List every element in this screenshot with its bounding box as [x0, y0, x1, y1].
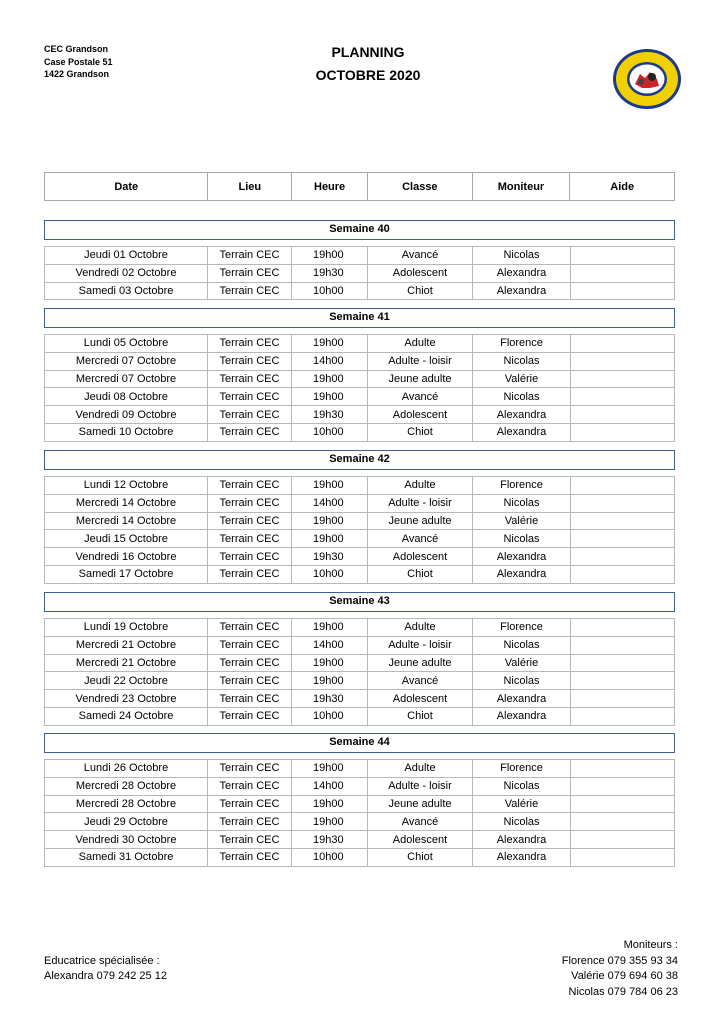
organization-address [44, 43, 113, 81]
cell-lieu: Terrain CEC [208, 265, 292, 282]
cell-date: Mercredi 07 Octobre [44, 371, 208, 388]
cell-time: 19h00 [292, 513, 368, 530]
cell-moniteur: Alexandra [473, 424, 571, 441]
cell-aide [571, 619, 675, 636]
cell-date: Samedi 24 Octobre [44, 708, 208, 725]
cell-time: 10h00 [292, 283, 368, 300]
cell-time: 19h30 [292, 406, 368, 423]
org-city: 1422 Grandson [44, 69, 110, 79]
cell-aide [571, 265, 675, 282]
cell-date: Mercredi 07 Octobre [44, 353, 208, 370]
cell-time: 10h00 [292, 849, 368, 866]
cell-moniteur: Alexandra [473, 849, 571, 866]
cell-moniteur: Nicolas [473, 637, 571, 654]
cell-time: 19h30 [292, 690, 368, 707]
cell-date: Lundi 12 Octobre [44, 477, 208, 494]
cell-aide [571, 530, 675, 547]
cell-classe: Jeune adulte [368, 371, 473, 388]
cell-aide [571, 371, 675, 388]
cell-moniteur: Valérie [473, 796, 571, 813]
table-row [44, 406, 675, 424]
cell-moniteur: Alexandra [473, 708, 571, 725]
table-row [44, 265, 675, 283]
cell-date: Mercredi 14 Octobre [44, 513, 208, 530]
cell-aide [571, 495, 675, 512]
cell-time: 19h00 [292, 388, 368, 405]
header-moniteur: Moniteur [473, 173, 571, 200]
cell-aide [571, 283, 675, 300]
table-row [44, 813, 675, 831]
cell-time: 19h00 [292, 796, 368, 813]
cell-aide [571, 778, 675, 795]
cell-lieu: Terrain CEC [208, 406, 292, 423]
cell-lieu: Terrain CEC [208, 335, 292, 352]
cell-classe: Adolescent [368, 265, 473, 282]
cell-lieu: Terrain CEC [208, 655, 292, 672]
cell-aide [571, 813, 675, 830]
table-header [44, 172, 675, 201]
cell-date: Mercredi 28 Octobre [44, 778, 208, 795]
cell-date: Mercredi 14 Octobre [44, 495, 208, 512]
cell-lieu: Terrain CEC [208, 619, 292, 636]
cell-lieu: Terrain CEC [208, 388, 292, 405]
cell-classe: Chiot [368, 849, 473, 866]
cell-moniteur: Nicolas [473, 813, 571, 830]
cell-lieu: Terrain CEC [208, 371, 292, 388]
header-lieu: Lieu [208, 173, 292, 200]
cell-time: 19h00 [292, 335, 368, 352]
table-row [44, 353, 675, 371]
monitor-phone-valerie: Valérie 079 694 60 38 [571, 970, 678, 982]
cell-aide [571, 849, 675, 866]
cell-time: 19h00 [292, 371, 368, 388]
cell-classe: Jeune adulte [368, 513, 473, 530]
cell-moniteur: Alexandra [473, 406, 571, 423]
cell-time: 19h00 [292, 530, 368, 547]
cell-moniteur: Alexandra [473, 831, 571, 848]
org-name: CEC Grandson [44, 44, 109, 54]
week-40 [44, 220, 675, 300]
cell-date: Jeudi 15 Octobre [44, 530, 208, 547]
cell-date: Samedi 17 Octobre [44, 566, 208, 583]
week-rows [44, 476, 675, 584]
cell-classe: Chiot [368, 566, 473, 583]
cell-time: 19h00 [292, 247, 368, 264]
cell-classe: Adolescent [368, 831, 473, 848]
week-header: Semaine 41 [44, 308, 675, 328]
cell-aide [571, 388, 675, 405]
cell-lieu: Terrain CEC [208, 283, 292, 300]
week-42 [44, 450, 675, 584]
cell-moniteur: Nicolas [473, 247, 571, 264]
cell-aide [571, 637, 675, 654]
cell-moniteur: Nicolas [473, 778, 571, 795]
cell-classe: Chiot [368, 424, 473, 441]
cell-time: 14h00 [292, 637, 368, 654]
cell-moniteur: Alexandra [473, 283, 571, 300]
cell-time: 10h00 [292, 708, 368, 725]
week-rows [44, 334, 675, 442]
cell-date: Jeudi 29 Octobre [44, 813, 208, 830]
cell-classe: Chiot [368, 708, 473, 725]
cell-moniteur: Valérie [473, 655, 571, 672]
table-row [44, 247, 675, 265]
cell-lieu: Terrain CEC [208, 690, 292, 707]
cell-aide [571, 335, 675, 352]
cell-classe: Adolescent [368, 690, 473, 707]
cell-date: Lundi 19 Octobre [44, 619, 208, 636]
cell-time: 19h00 [292, 655, 368, 672]
table-row [44, 778, 675, 796]
cell-classe: Adulte - loisir [368, 637, 473, 654]
cell-aide [571, 760, 675, 777]
cell-moniteur: Alexandra [473, 690, 571, 707]
cell-classe: Adulte - loisir [368, 495, 473, 512]
cell-classe: Chiot [368, 283, 473, 300]
cell-classe: Adulte - loisir [368, 778, 473, 795]
monitor-phone-nicolas: Nicolas 079 784 06 23 [568, 985, 678, 998]
table-row [44, 796, 675, 814]
cell-classe: Adulte [368, 619, 473, 636]
cell-moniteur: Alexandra [473, 548, 571, 565]
cell-time: 19h30 [292, 548, 368, 565]
cell-time: 19h30 [292, 831, 368, 848]
cell-date: Samedi 03 Octobre [44, 283, 208, 300]
cell-date: Vendredi 23 Octobre [44, 690, 208, 707]
cell-date: Lundi 26 Octobre [44, 760, 208, 777]
cell-time: 10h00 [292, 566, 368, 583]
cell-aide [571, 831, 675, 848]
cell-lieu: Terrain CEC [208, 760, 292, 777]
cell-classe: Jeune adulte [368, 655, 473, 672]
week-rows [44, 759, 675, 867]
table-row [44, 672, 675, 690]
week-41 [44, 308, 675, 442]
cell-lieu: Terrain CEC [208, 477, 292, 494]
cell-lieu: Terrain CEC [208, 708, 292, 725]
table-row [44, 619, 675, 637]
cell-date: Mercredi 21 Octobre [44, 637, 208, 654]
header-classe: Classe [368, 173, 473, 200]
cell-date: Vendredi 16 Octobre [44, 548, 208, 565]
cell-moniteur: Valérie [473, 371, 571, 388]
cell-classe: Adolescent [368, 548, 473, 565]
table-row [44, 831, 675, 849]
cell-time: 14h00 [292, 495, 368, 512]
table-row [44, 690, 675, 708]
table-row [44, 566, 675, 584]
cell-aide [571, 566, 675, 583]
cell-time: 19h00 [292, 477, 368, 494]
educator-phone: Alexandra 079 242 25 12 [44, 970, 167, 982]
cell-time: 19h30 [292, 265, 368, 282]
cell-aide [571, 708, 675, 725]
cell-aide [571, 424, 675, 441]
header-date: Date [45, 173, 208, 200]
monitors-contacts [562, 938, 678, 1000]
week-header: Semaine 42 [44, 450, 675, 470]
cell-time: 19h00 [292, 672, 368, 689]
cell-moniteur: Nicolas [473, 530, 571, 547]
cell-aide [571, 247, 675, 264]
cell-classe: Avancé [368, 388, 473, 405]
cell-classe: Adulte - loisir [368, 353, 473, 370]
cell-lieu: Terrain CEC [208, 778, 292, 795]
week-44 [44, 733, 675, 867]
monitor-phone-florence: Florence 079 355 93 34 [561, 954, 678, 967]
cell-lieu: Terrain CEC [208, 672, 292, 689]
cell-classe: Avancé [368, 247, 473, 264]
educator-contact [44, 954, 167, 984]
cell-lieu: Terrain CEC [208, 513, 292, 530]
cell-lieu: Terrain CEC [208, 530, 292, 547]
cell-date: Samedi 31 Octobre [44, 849, 208, 866]
cell-date: Jeudi 01 Octobre [44, 247, 208, 264]
cell-lieu: Terrain CEC [208, 566, 292, 583]
cell-date: Jeudi 08 Octobre [44, 388, 208, 405]
cell-moniteur: Florence [473, 760, 571, 777]
cell-moniteur: Nicolas [473, 495, 571, 512]
table-row [44, 424, 675, 442]
table-row [44, 637, 675, 655]
cell-time: 14h00 [292, 353, 368, 370]
page-title: PLANNING [331, 44, 405, 60]
monitors-label: Moniteurs : [623, 939, 678, 951]
cell-aide [571, 513, 675, 530]
table-row [44, 849, 675, 867]
cell-lieu: Terrain CEC [208, 353, 292, 370]
cell-classe: Avancé [368, 672, 473, 689]
cell-classe: Avancé [368, 813, 473, 830]
table-row [44, 335, 675, 353]
table-row [44, 495, 675, 513]
table-row [44, 530, 675, 548]
cell-lieu: Terrain CEC [208, 637, 292, 654]
cell-moniteur: Alexandra [473, 265, 571, 282]
cell-date: Jeudi 22 Octobre [44, 672, 208, 689]
cell-aide [571, 406, 675, 423]
cell-aide [571, 796, 675, 813]
cell-time: 19h00 [292, 619, 368, 636]
cell-aide [571, 672, 675, 689]
cell-time: 14h00 [292, 778, 368, 795]
week-43 [44, 592, 675, 726]
cell-time: 19h00 [292, 813, 368, 830]
week-header: Semaine 40 [44, 220, 675, 240]
cell-classe: Adulte [368, 477, 473, 494]
cell-aide [571, 690, 675, 707]
org-postbox: Case Postale 51 [44, 56, 113, 67]
cell-aide [571, 353, 675, 370]
cell-aide [571, 655, 675, 672]
cell-moniteur: Alexandra [473, 566, 571, 583]
cell-lieu: Terrain CEC [208, 495, 292, 512]
cell-aide [571, 548, 675, 565]
cell-lieu: Terrain CEC [208, 813, 292, 830]
cell-lieu: Terrain CEC [208, 796, 292, 813]
header-aide: Aide [610, 180, 635, 193]
cell-moniteur: Nicolas [473, 672, 571, 689]
cell-moniteur: Nicolas [473, 353, 571, 370]
cell-aide [571, 477, 675, 494]
cell-time: 19h00 [292, 760, 368, 777]
cell-date: Mercredi 28 Octobre [44, 796, 208, 813]
cell-moniteur: Valérie [473, 513, 571, 530]
cell-moniteur: Florence [473, 335, 571, 352]
week-header: Semaine 43 [44, 592, 675, 612]
week-header: Semaine 44 [44, 733, 675, 753]
educator-label: Educatrice spécialisée : [44, 955, 160, 967]
table-row [44, 371, 675, 389]
cell-lieu: Terrain CEC [208, 548, 292, 565]
table-row [44, 477, 675, 495]
cell-classe: Adulte [368, 335, 473, 352]
cell-date: Vendredi 02 Octobre [44, 265, 208, 282]
table-row [44, 548, 675, 566]
club-logo [612, 48, 682, 110]
cell-time: 10h00 [292, 424, 368, 441]
table-row [44, 708, 675, 726]
cell-lieu: Terrain CEC [208, 424, 292, 441]
cell-date: Samedi 10 Octobre [44, 424, 208, 441]
cell-lieu: Terrain CEC [208, 831, 292, 848]
table-row [44, 283, 675, 301]
cell-date: Lundi 05 Octobre [44, 335, 208, 352]
cell-date: Vendredi 09 Octobre [44, 406, 208, 423]
cell-classe: Adolescent [368, 406, 473, 423]
table-row [44, 388, 675, 406]
header-heure: Heure [292, 173, 368, 200]
cell-classe: Adulte [368, 760, 473, 777]
table-row [44, 513, 675, 531]
cell-date: Mercredi 21 Octobre [44, 655, 208, 672]
week-rows [44, 246, 675, 300]
cell-classe: Avancé [368, 530, 473, 547]
week-rows [44, 618, 675, 726]
cell-moniteur: Florence [473, 477, 571, 494]
cell-lieu: Terrain CEC [208, 247, 292, 264]
cell-classe: Jeune adulte [368, 796, 473, 813]
page-subtitle: OCTOBRE 2020 [315, 67, 421, 83]
cell-lieu: Terrain CEC [208, 849, 292, 866]
table-row [44, 655, 675, 673]
cell-moniteur: Nicolas [473, 388, 571, 405]
cell-date: Vendredi 30 Octobre [44, 831, 208, 848]
cell-moniteur: Florence [473, 619, 571, 636]
table-row [44, 760, 675, 778]
